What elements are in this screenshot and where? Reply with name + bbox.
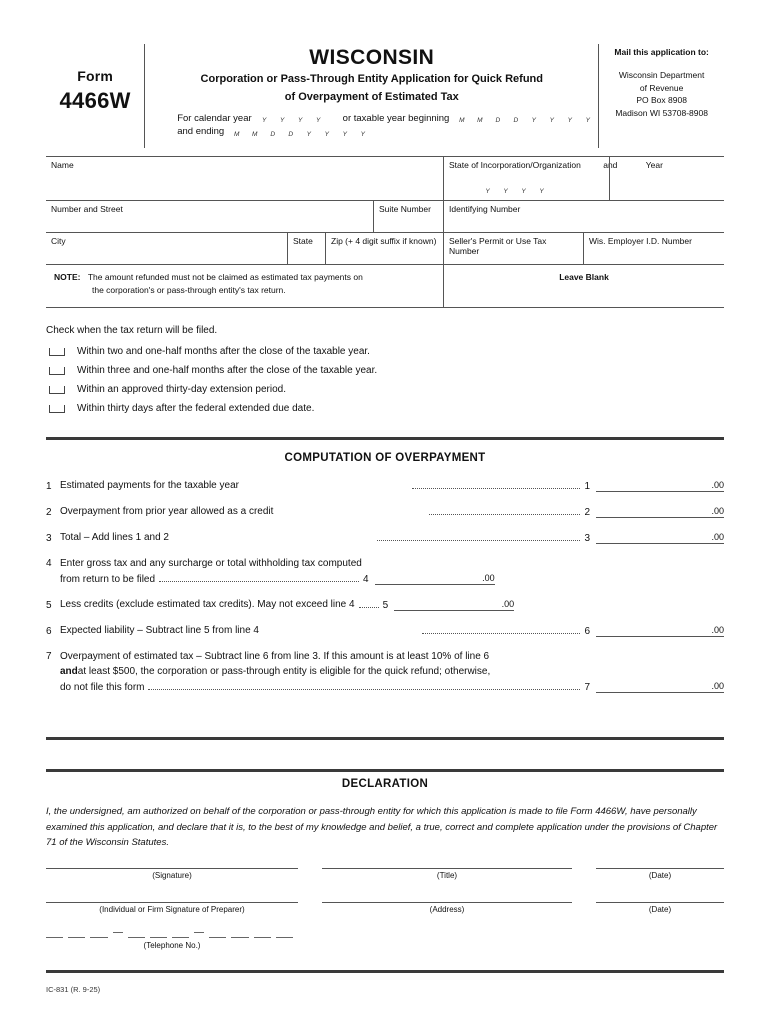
sellers-permit-label: Seller's Permit or Use Tax Number (449, 236, 547, 256)
decimal-suffix: .00 (711, 625, 724, 635)
checkbox-icon[interactable] (49, 367, 65, 375)
phone-hyphen (194, 932, 204, 933)
date-slot: Y (306, 130, 311, 138)
leader-dots (148, 689, 580, 690)
line-text-part2: from return to be filed (60, 574, 156, 585)
computation-line-5 (46, 599, 724, 611)
line-number: 3 (46, 533, 52, 544)
state-of-incorporation-label: State of Incorporation/Organization (449, 160, 581, 170)
calendar-year-row (177, 114, 598, 126)
form-number: 4466W (59, 88, 131, 113)
and-ending-label: and ending (177, 126, 225, 138)
leader-dots (359, 607, 379, 608)
leader-dots (159, 581, 359, 582)
state-title: WISCONSIN (309, 46, 435, 69)
table-row (46, 157, 724, 201)
amount-line-number: 3 (584, 533, 591, 544)
decimal-suffix: .00 (711, 480, 725, 490)
amount-line-number: 2 (584, 507, 591, 518)
checkbox-icon[interactable] (49, 405, 65, 413)
note-prefix: NOTE: (54, 272, 81, 282)
mailing-address-block (599, 44, 724, 148)
date-slot: D (270, 130, 276, 138)
amount-input-5[interactable] (394, 599, 514, 611)
amount-line-number: 5 (382, 600, 389, 611)
leader-dots (377, 540, 581, 541)
date-slot: D (513, 117, 519, 125)
checkbox-label: Within three and one-half months after the close of the taxable year. (77, 365, 378, 376)
telephone-input[interactable] (46, 922, 298, 938)
date-slot: Y (585, 117, 591, 125)
note-line2: the corporation's or pass-through entity's tax return. (92, 284, 286, 295)
line-text-bold: and (60, 666, 78, 677)
line-number: 6 (46, 626, 52, 637)
table-row (46, 201, 724, 233)
amount-input-7[interactable] (596, 681, 724, 693)
year-slot: Y (279, 117, 285, 125)
employer-id-label: Wis. Employer I.D. Number (589, 236, 692, 246)
line-text: Estimated payments for the taxable year (60, 480, 239, 491)
date-slot: Y (360, 130, 365, 138)
line-text: Less credits (exclude estimated tax credits). May not exceed line 4 (60, 599, 355, 610)
name-field[interactable] (46, 157, 444, 200)
checkbox-label: Within two and one-half months after the close of the taxable year. (77, 346, 370, 357)
line-text-part1: Enter gross tax and any surcharge or total withholding tax computed (60, 558, 362, 569)
amount-line-number: 1 (584, 481, 591, 492)
mailing-line: of Revenue (639, 82, 684, 93)
name-label: Name (51, 160, 74, 170)
phone-digit (46, 937, 63, 938)
signature-row-2 (46, 902, 724, 914)
computation-title: COMPUTATION OF OVERPAYMENT (284, 452, 486, 464)
signature-section (46, 868, 724, 950)
computation-line-4 (46, 558, 724, 585)
signature-field[interactable] (46, 868, 298, 880)
telephone-field[interactable] (46, 922, 298, 950)
identifying-number-field[interactable] (444, 201, 724, 232)
note-block (46, 265, 444, 307)
line-text-part2: at least $500, the corporation or pass-through entity is eligible for the quick refund; otherwise, (77, 666, 491, 677)
year-slot: Y (261, 117, 267, 125)
phone-digit (209, 937, 226, 938)
phone-digit (231, 937, 248, 938)
signature-row-1 (46, 868, 724, 880)
incorporation-field[interactable] (444, 157, 724, 200)
preparer-field[interactable] (46, 902, 298, 914)
amount-input-6[interactable] (596, 625, 724, 637)
incorporation-year-input[interactable] (480, 185, 552, 196)
line-text-part1: Overpayment of estimated tax – Subtract line 6 from line 3. If this amount is at least 10% of line 6 (60, 651, 490, 662)
date-slot: Y (324, 130, 329, 138)
declaration-body: I, the undersigned, am authorized on behalf of the corporation or pass-through entity for which this application is made to file Form 4466W, have personally examined this application, and declare that it is, to the best of my knowledge and belief, a true, correct and complete application under the provisions of Chapter 71 of the Wisconsin Statutes. (46, 806, 718, 849)
title-field[interactable] (322, 868, 572, 880)
date-slot: M (459, 117, 465, 125)
leave-blank-label: Leave Blank (559, 272, 609, 282)
date-slot: Y (342, 130, 347, 138)
form-revision-code: IC-831 (R. 9-25) (46, 985, 101, 994)
leader-dots (422, 633, 581, 634)
ending-date-input[interactable] (229, 129, 373, 139)
year-slot: Y (315, 117, 321, 125)
year-slot: Y (485, 188, 490, 195)
year-divider (609, 157, 724, 200)
phone-digit (254, 937, 271, 938)
mailing-line: Wisconsin Department (618, 69, 705, 80)
taxable-year-begin-label: or taxable year beginning (342, 112, 450, 124)
mailing-title: Mail this application to: (614, 47, 709, 57)
phone-digit (276, 937, 293, 938)
date-slot: D (288, 130, 294, 138)
amount-input-1[interactable] (596, 480, 724, 492)
computation-line-2 (46, 506, 724, 518)
number-and-street-label: Number and Street (51, 204, 123, 214)
phone-digit (150, 937, 167, 938)
line-number: 7 (46, 651, 52, 662)
checkbox-option-2[interactable] (46, 365, 724, 376)
title-label: (Title) (436, 871, 458, 880)
mailing-line: Madison WI 53708-8908 (615, 108, 708, 118)
calendar-year-input[interactable] (257, 115, 329, 125)
suite-field[interactable] (374, 201, 444, 232)
computation-line-7 (46, 651, 724, 693)
computation-line-1 (46, 480, 724, 492)
declaration-divider (46, 769, 724, 772)
line-text-part3: do not file this form (60, 682, 145, 693)
date-label: (Date) (648, 871, 672, 880)
taxpayer-info-table (46, 156, 724, 308)
date-label: (Date) (648, 905, 672, 914)
line-text: Expected liability – Subtract line 5 from line 4 (60, 625, 259, 636)
filing-time-section (46, 325, 724, 422)
phone-digit (68, 937, 85, 938)
suite-number-label: Suite Number (379, 204, 431, 214)
phone-digit (90, 937, 107, 938)
employer-id-field[interactable] (584, 233, 724, 264)
phone-hyphen (113, 932, 123, 933)
year-slot: Y (539, 188, 544, 195)
computation-line-3 (46, 532, 724, 544)
decimal-suffix: .00 (711, 532, 725, 542)
phone-digit (172, 937, 189, 938)
calendar-year-label: For calendar year (177, 112, 252, 124)
decimal-suffix: .00 (711, 681, 724, 691)
line-text: Overpayment from prior year allowed as a credit (60, 506, 274, 517)
year-slot: Y (503, 188, 508, 195)
form-subtitle-line2: of Overpayment of Estimated Tax (284, 90, 459, 103)
amount-input-2[interactable] (596, 506, 724, 518)
checkbox-label: Within thirty days after the federal extended due date. (77, 403, 315, 414)
computation-line-6 (46, 625, 724, 637)
decimal-suffix: .00 (711, 506, 725, 516)
leave-blank-area (444, 265, 724, 307)
form-word-label: Form (77, 68, 114, 84)
checkbox-option-3[interactable] (46, 384, 724, 395)
note-line1: The amount refunded must not be claimed as estimated tax payments on (87, 272, 363, 282)
amount-line-number: 7 (584, 682, 590, 693)
section-divider-middle (46, 737, 724, 740)
decimal-suffix: .00 (482, 573, 495, 583)
date-slot: M (477, 117, 483, 125)
signature-label: (Signature) (152, 871, 192, 880)
line-number: 4 (46, 558, 52, 569)
state-label: State (293, 236, 313, 246)
form-identifier-block (46, 44, 144, 148)
decimal-suffix: .00 (501, 599, 515, 609)
form-title-block (145, 44, 598, 148)
checkbox-label: Within an approved thirty-day extension period. (77, 384, 287, 395)
tax-year-fields (145, 114, 598, 139)
date-slot: Y (567, 117, 573, 125)
identifying-number-label: Identifying Number (449, 204, 521, 214)
checkbox-option-4[interactable] (46, 403, 724, 414)
checkbox-icon[interactable] (49, 348, 65, 356)
form-header (46, 44, 724, 148)
address-label: (Address) (429, 905, 465, 914)
preparer-label: (Individual or Firm Signature of Preparer) (99, 905, 245, 914)
date-slot: M (252, 130, 258, 138)
declaration-section (46, 778, 724, 851)
check-section-heading: Check when the tax return will be filed. (46, 325, 218, 336)
phone-digit (128, 937, 145, 938)
zip-field[interactable] (326, 233, 444, 264)
line-number: 1 (46, 481, 52, 492)
street-field[interactable] (46, 201, 374, 232)
year-slot: Y (297, 117, 303, 125)
line-number: 2 (46, 507, 52, 518)
table-row (46, 233, 724, 265)
telephone-label: (Telephone No.) (143, 941, 201, 950)
line-text: Total – Add lines 1 and 2 (60, 532, 169, 543)
form-subtitle-line1: Corporation or Pass-Through Entity Application for Quick Refund (200, 73, 543, 86)
amount-input-3[interactable] (596, 532, 724, 544)
date-field-1[interactable] (596, 868, 724, 880)
checkbox-option-1[interactable] (46, 346, 724, 357)
declaration-title: DECLARATION (341, 778, 429, 790)
amount-input-4[interactable] (375, 573, 495, 585)
address-field[interactable] (322, 902, 572, 914)
city-label: City (51, 236, 66, 246)
computation-section (46, 452, 724, 707)
taxable-year-begin-input[interactable] (454, 115, 598, 125)
mailing-line: PO Box 8908 (636, 95, 687, 106)
date-slot: M (234, 130, 240, 138)
leader-dots (412, 488, 581, 489)
amount-line-number: 6 (584, 626, 590, 637)
state-field[interactable] (288, 233, 326, 264)
zip-label: Zip (+ 4 digit suffix if known) (331, 236, 437, 246)
checkbox-icon[interactable] (49, 386, 65, 394)
date-slot: D (495, 117, 501, 125)
leader-dots (429, 514, 581, 515)
section-divider-top (46, 437, 724, 440)
and-label: and (603, 160, 618, 170)
city-field[interactable] (46, 233, 288, 264)
year-label: Year (645, 160, 663, 170)
amount-line-number: 4 (363, 574, 369, 585)
date-slot: Y (531, 117, 537, 125)
sellers-permit-field[interactable] (444, 233, 584, 264)
date-slot: Y (549, 117, 555, 125)
table-row (46, 265, 724, 307)
date-field-2[interactable] (596, 902, 724, 914)
line-number: 5 (46, 600, 52, 611)
year-slot: Y (521, 188, 526, 195)
ending-date-row (177, 127, 598, 139)
section-divider-bottom (46, 970, 724, 973)
